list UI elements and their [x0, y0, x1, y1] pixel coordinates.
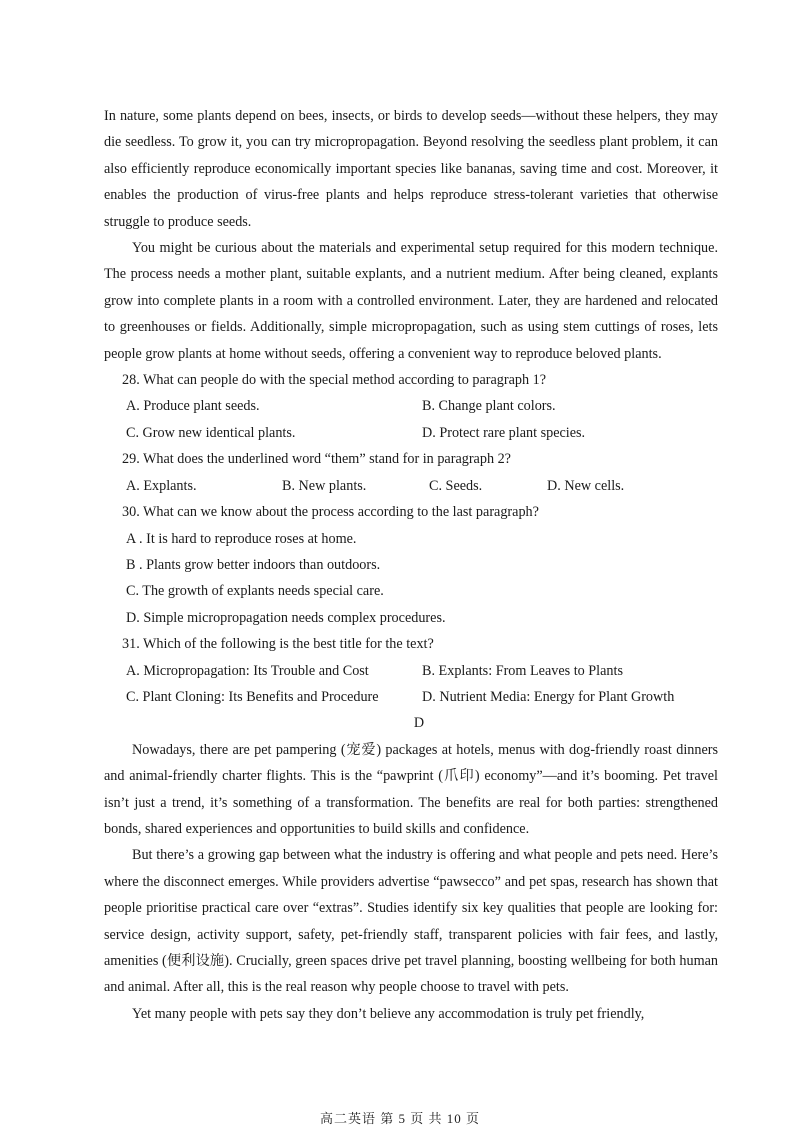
- question-31: [104, 631, 718, 710]
- question-stem: 30. What can we know about the process according to the last paragraph?: [122, 504, 539, 521]
- option-c: C. Grow new identical plants.: [126, 424, 296, 441]
- question-stem: 31. Which of the following is the best title for the text?: [122, 636, 434, 653]
- options-row: [104, 658, 718, 684]
- question-stem: 29. What does the underlined word “them” stand for in paragraph 2?: [122, 451, 511, 468]
- question-stem: 28. What can people do with the special method according to paragraph 1?: [122, 372, 547, 389]
- passage-c-paragraph-2: You might be curious about the materials and experimental setup required for this modern technique. The process needs a mother plant, suitable explants, and a nutrient medium. After being cleaned, explants grow into complete plants in a room with a controlled environment. Later, they are hardened and relocated to greenhouses or fields. Additionally, simple micropropagation, such as using stem cuttings of roses, lets people grow plants at home without seeds, offering a convenient way to reproduce beloved plants.: [104, 240, 718, 362]
- option-b: B. Explants: From Leaves to Plants: [422, 662, 623, 679]
- option-b: B. New plants.: [282, 477, 367, 494]
- option-a: A. Micropropagation: Its Trouble and Cost: [126, 662, 369, 679]
- option-d: D. Simple micropropagation needs complex procedures.: [126, 609, 446, 626]
- exam-page: [104, 103, 718, 1027]
- passage-d-paragraph-3: Yet many people with pets say they don’t believe any accommodation is truly pet friendly,: [132, 1005, 645, 1022]
- passage-d-paragraph-1: Nowadays, there are pet pampering (宠爱) packages at hotels, menus with dog-friendly roast dinners and animal-friendly charter flights. This is the “pawprint (爪印) economy”—and it’s booming. Pet travel isn’t just a trend, it’s something of a transformation. The benefits are real for both parties: strengthened bonds, shared experiences and opportunities to build skills and confidence.: [104, 741, 718, 837]
- page-footer: 高二英语 第 5 页 共 10 页: [319, 1111, 480, 1126]
- option-c: C. The growth of explants needs special care.: [126, 583, 384, 600]
- option-d: D. Protect rare plant species.: [422, 424, 586, 441]
- option-b: B . Plants grow better indoors than outdoors.: [126, 556, 381, 573]
- option-d: D. New cells.: [547, 477, 625, 494]
- options-row: [104, 393, 718, 419]
- option-a: A. Explants.: [126, 477, 197, 494]
- section-d-heading: D: [413, 715, 425, 732]
- passage-d-paragraph-2: But there’s a growing gap between what the industry is offering and what people and pets need. Here’s where the disconnect emerges. While providers advertise “pawsecco” and pet spas, research has shown that people prioritise practical care over “extras”. Studies identify six key qualities that people are looking for: service design, activity support, safety, pet-friendly staff, transparent policies with fair fees, and lastly, amenities (便利设施). Crucially, green spaces drive pet travel planning, boosting wellbeing for both human and animal. After all, this is the real reason why people choose to travel with pets.: [104, 847, 718, 996]
- options-row: [104, 684, 718, 710]
- options-row: [104, 420, 718, 446]
- option-a: A. Produce plant seeds.: [126, 398, 260, 415]
- option-d: D. Nutrient Media: Energy for Plant Growth: [422, 688, 675, 705]
- passage-c-paragraph-1: In nature, some plants depend on bees, insects, or birds to develop seeds—without these helpers, they may die seedless. To grow it, you can try micropropagation. Beyond resolving the seedless plant problem, it can also efficiently reproduce economically important species like bananas, saving time and cost. Moreover, it enables the production of virus-free plants and helps reproduce stress-tolerant varieties that otherwise struggle to produce seeds.: [104, 108, 718, 230]
- option-b: B. Change plant colors.: [422, 398, 556, 415]
- option-c: C. Seeds.: [429, 477, 483, 494]
- options-row: [104, 473, 718, 499]
- option-a: A . It is hard to reproduce roses at home.: [126, 530, 357, 547]
- question-29: [104, 446, 718, 499]
- option-c: C. Plant Cloning: Its Benefits and Procedure: [126, 688, 379, 705]
- question-28: [104, 367, 718, 446]
- question-30: [104, 499, 718, 631]
